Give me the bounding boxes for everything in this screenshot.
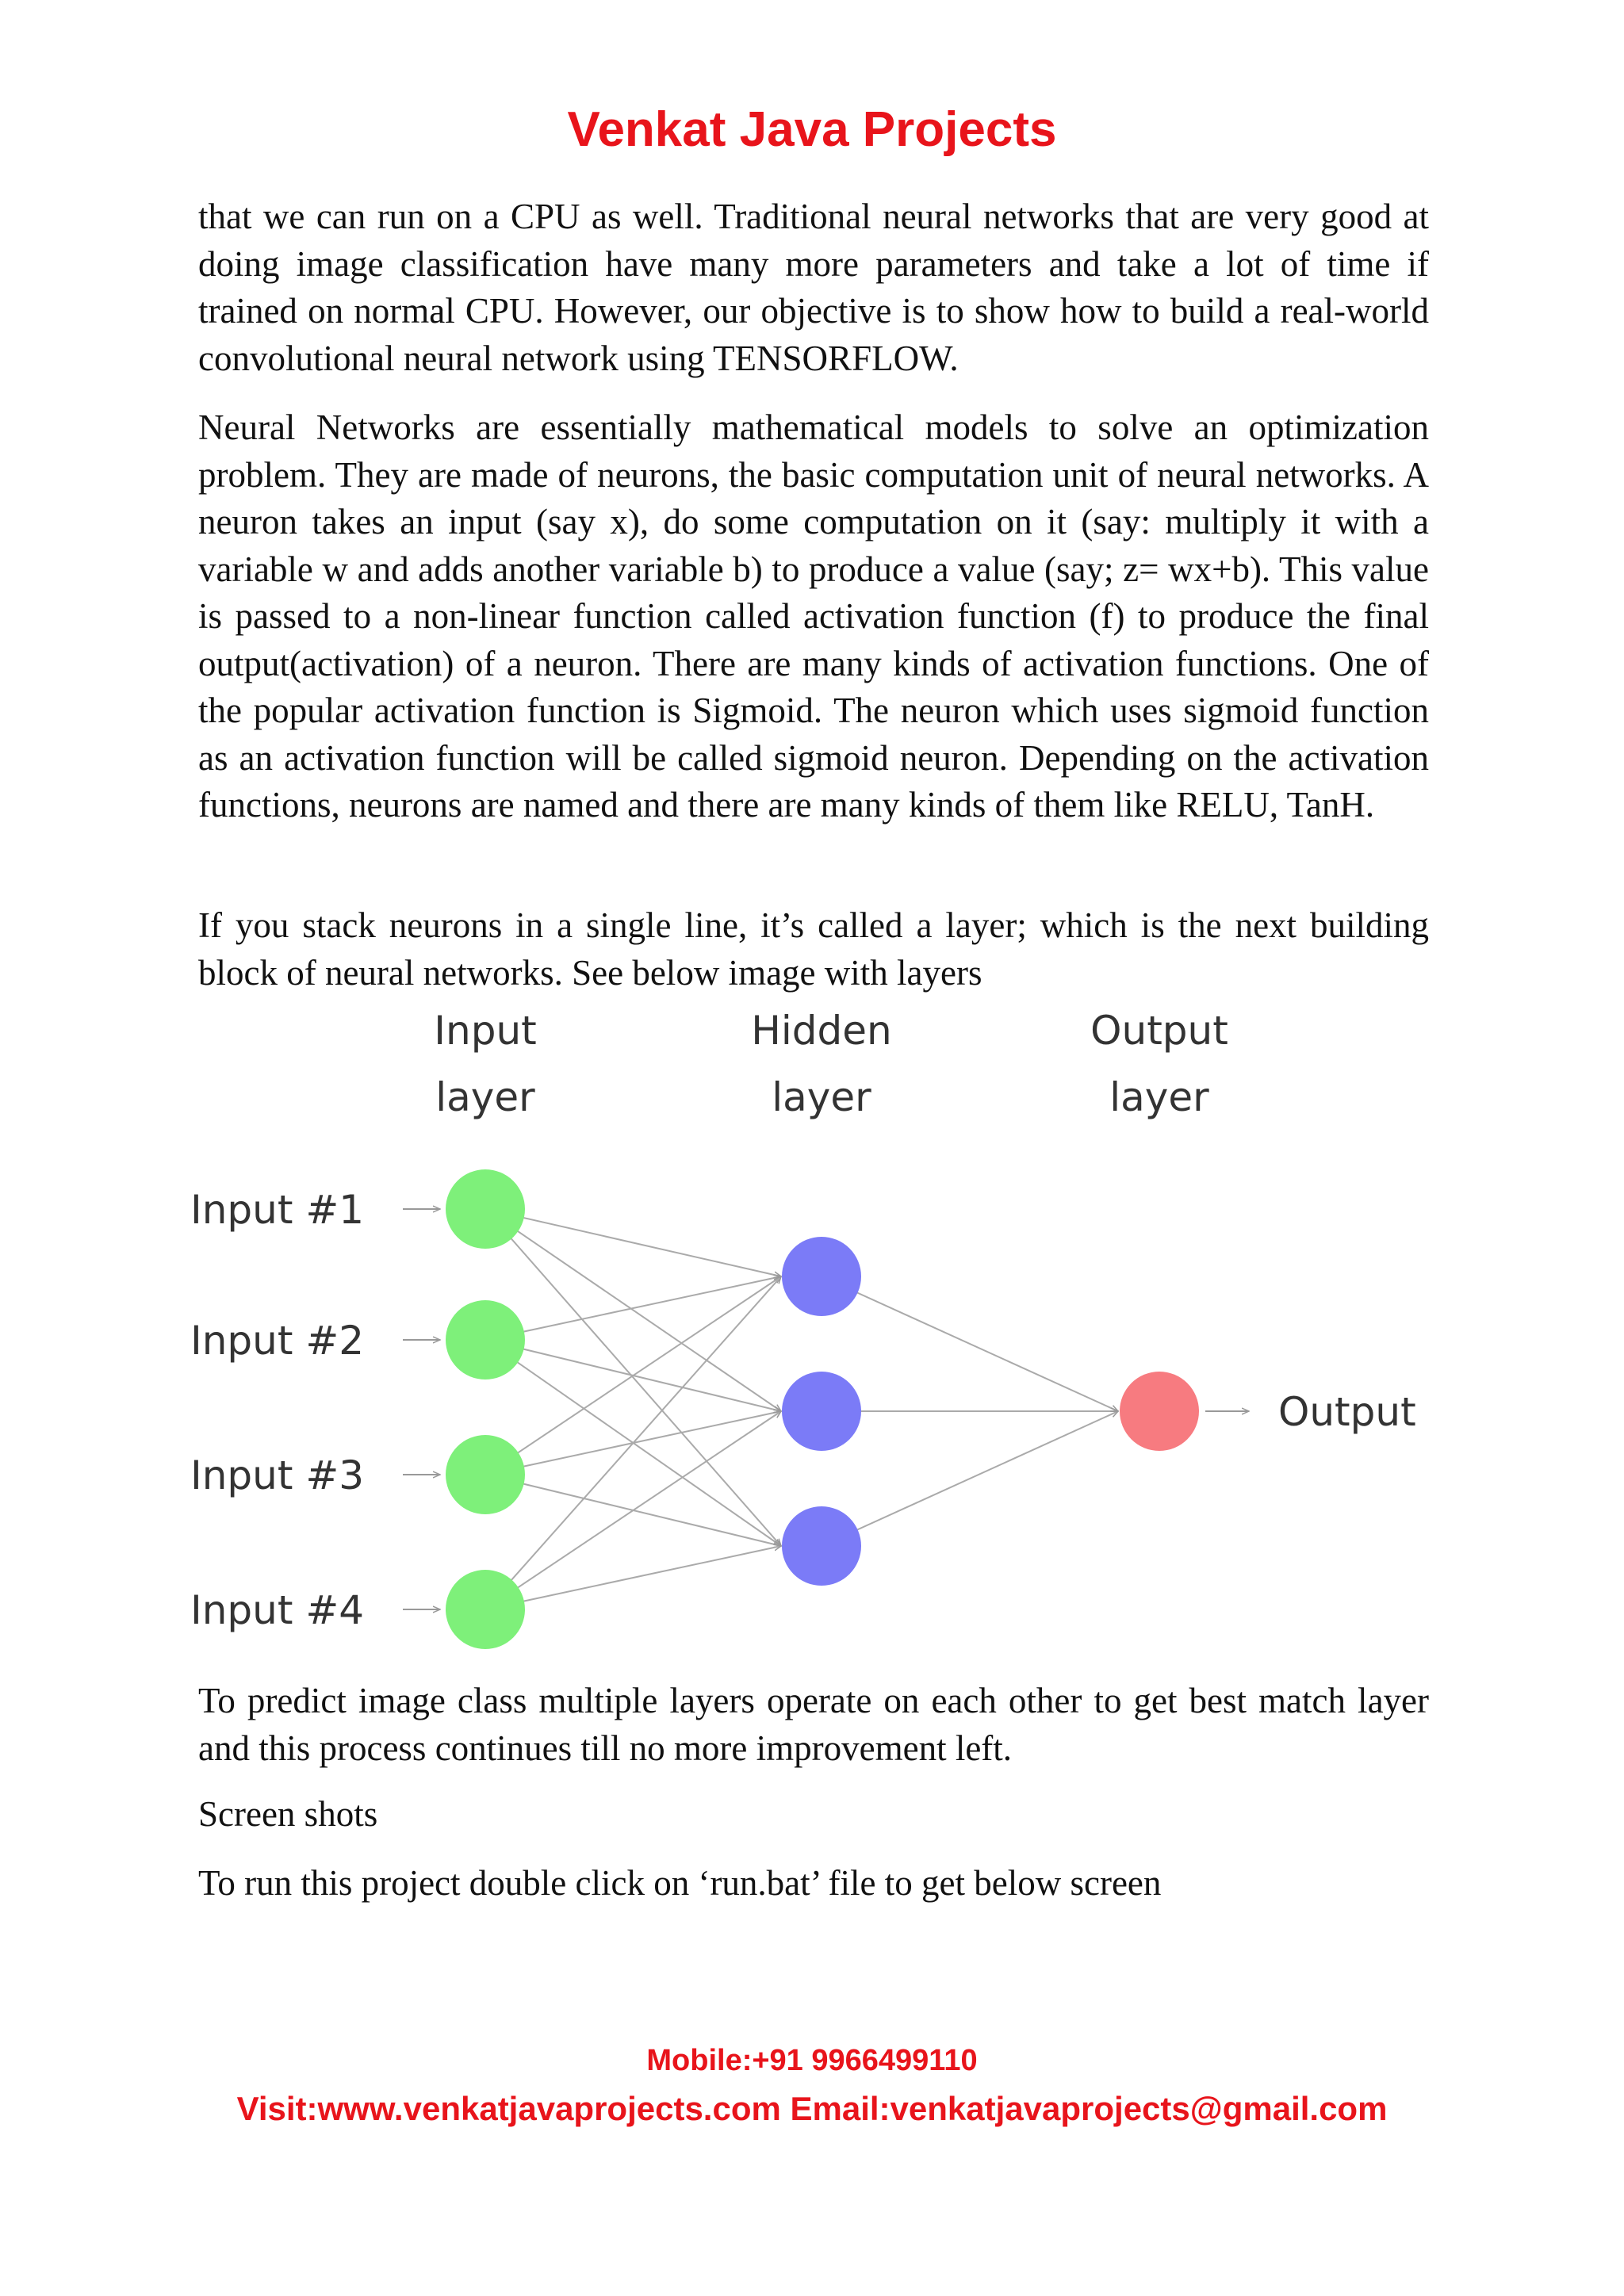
- hidden-node: [782, 1372, 861, 1451]
- input-label: Input #3: [190, 1452, 365, 1498]
- paragraph: Neural Networks are essentially mathematical models to solve an optimization problem. They are made of neurons, the basic computation unit of neural networks. A neuron takes an input (say x), do some computation on it (say: multiply it with a variable w and adds another variable b) to produce a value (say; z= wx+b). This value is passed to a non-linear function called activation function (f) to produce the final output(activation) of a neuron. There are many kinds of activation functions. One of the popular activation function is Sigmoid. The neuron which uses sigmoid function as an activation function will be called sigmoid neuron. Depending on the activation functions, neurons are named and there are many kinds of them like RELU, TanH.: [198, 408, 1429, 825]
- paragraph: To predict image class multiple layers operate on each other to get best match layer and this process continues till no more improvement left.: [198, 1681, 1429, 1768]
- hidden-layer-nodes: [782, 1237, 861, 1586]
- input-arrows: [403, 1209, 440, 1609]
- hidden-node: [782, 1506, 861, 1586]
- output-label: Output: [1278, 1389, 1416, 1435]
- edge: [485, 1209, 781, 1411]
- layer-title-hidden-line1: Hidden: [751, 1008, 892, 1054]
- input-node: [446, 1570, 525, 1649]
- input-label: Input #1: [190, 1187, 365, 1233]
- input-node: [446, 1169, 525, 1249]
- paragraph: If you stack neurons in a single line, it’s called a layer; which is the next building block of neural networks. See below image with layers: [198, 905, 1429, 993]
- edge: [822, 1411, 1118, 1546]
- input-label: Input #4: [190, 1587, 365, 1633]
- layer-title-input-line2: layer: [435, 1074, 535, 1120]
- paragraph: To run this project double click on ‘run.bat’ file to get below screen: [198, 1863, 1162, 1903]
- input-node: [446, 1300, 525, 1380]
- layer-title-output-line1: Output: [1090, 1008, 1228, 1054]
- input-hidden-edges: [485, 1209, 781, 1609]
- hidden-output-edges: [822, 1276, 1118, 1546]
- edge: [485, 1209, 781, 1276]
- edge: [485, 1546, 781, 1609]
- output-node: [1120, 1372, 1199, 1451]
- footer-contact: Visit:www.venkatjavaprojects.com Email:venkatjavaprojects@gmail.com: [236, 2090, 1388, 2127]
- layer-title-hidden-line2: layer: [772, 1074, 871, 1120]
- page-title: Venkat Java Projects: [567, 102, 1057, 157]
- input-label: Input #2: [190, 1318, 365, 1364]
- input-node: [446, 1435, 525, 1514]
- hidden-node: [782, 1237, 861, 1316]
- edge: [485, 1276, 781, 1609]
- paragraph: that we can run on a CPU as well. Traditional neural networks that are very good at doing image classification have many more parameters and take a lot of time if trained on normal CPU. However, our objective is to show how to build a real-world convolutional neural network using TENSORFLOW.: [198, 197, 1429, 378]
- edge: [485, 1276, 781, 1340]
- neural-network-diagram: [182, 1003, 1451, 1677]
- edge: [485, 1411, 781, 1609]
- edge: [822, 1276, 1118, 1411]
- paragraph: Screen shots: [198, 1794, 378, 1834]
- edge: [485, 1209, 781, 1546]
- edge: [485, 1276, 781, 1475]
- layer-title-output-line2: layer: [1109, 1074, 1209, 1120]
- layer-title-input-line1: Input: [434, 1008, 537, 1054]
- footer-mobile: Mobile:+91 9966499110: [646, 2044, 978, 2077]
